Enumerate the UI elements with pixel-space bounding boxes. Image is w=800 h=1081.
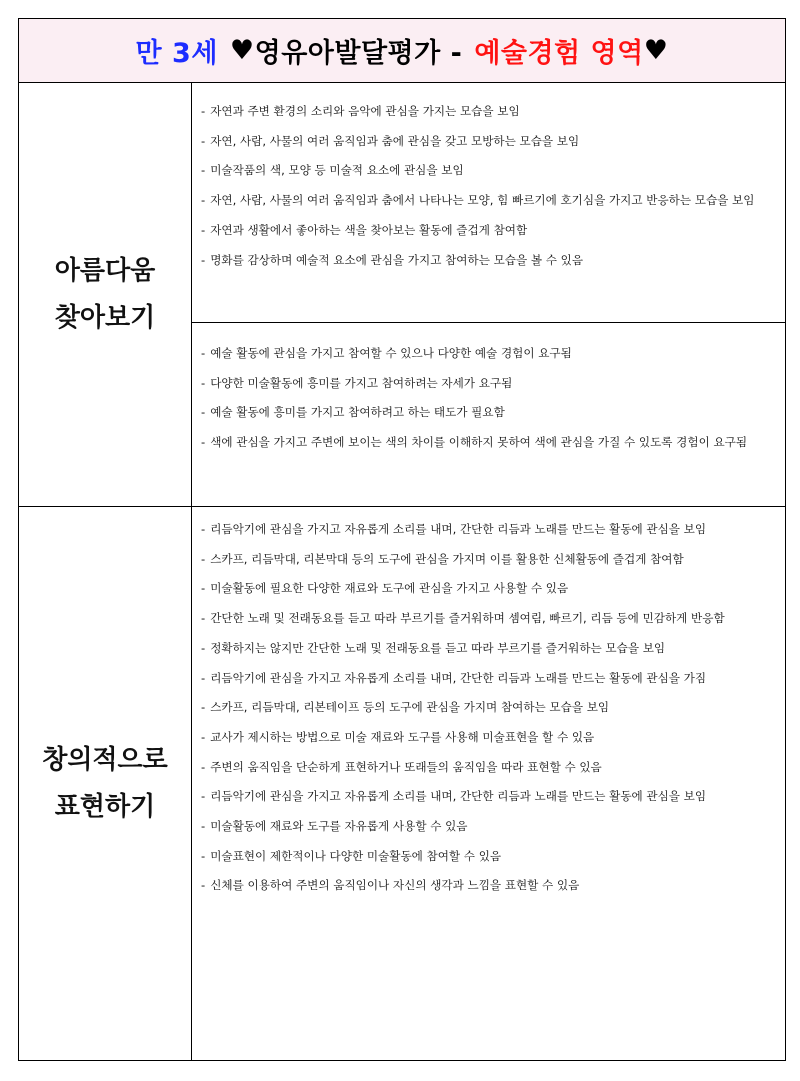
list-item: - 예술 활동에 관심을 가지고 참여할 수 있으나 다양한 예술 경험이 요구됨 [201, 346, 572, 360]
list-item: - 리듬악기에 관심을 가지고 자유롭게 소리를 내며, 간단한 리듬과 노래를 만드는 활동에 관심을 보임 [201, 522, 707, 536]
list-item: - 스카프, 리듬막대, 리본막대 등의 도구에 관심을 가지며 이를 활용한 신체활동에 즐겁게 참여함 [201, 551, 684, 566]
section-label-line: 창의적으로 [42, 744, 168, 775]
section-label-line: 찾아보기 [54, 302, 156, 333]
list-item: - 간단한 노래 및 전래동요를 듣고 따라 부르기를 즐거워하며 셈여림, 빠르기, 리듬 등에 민감하게 반응함 [201, 611, 725, 626]
heart-icon: ♥ [229, 35, 255, 66]
title-bar [19, 19, 785, 83]
section-label-line: 표현하기 [54, 791, 156, 822]
list-item: - 색에 관심을 가지고 주변에 보이는 색의 차이를 이해하지 못하여 색에 관심을 가질 수 있도록 경험이 요구됨 [201, 435, 748, 450]
section-label-line: 아름다움 [54, 255, 156, 286]
evaluation-table [18, 18, 786, 1061]
list-item: - 미술표현이 제한적이나 다양한 미술활동에 참여할 수 있음 [201, 848, 502, 863]
title-main: 영유아발달평가 - [254, 38, 463, 69]
list-item: - 자연, 사람, 사물의 여러 움직임과 춤에 관심을 갖고 모방하는 모습을 보임 [201, 133, 580, 148]
list-item: - 리듬악기에 관심을 가지고 자유롭게 소리를 내며, 간단한 리듬과 노래를 만드는 활동에 관심을 보임 [201, 789, 707, 804]
section-items [192, 83, 785, 506]
list-item: - 미술작품의 색, 모양 등 미술적 요소에 관심을 보임 [201, 163, 464, 178]
heart-icon: ♥ [643, 35, 669, 66]
list-item: - 자연과 주변 환경의 소리와 음악에 관심을 가지는 모습을 보임 [201, 104, 520, 118]
list-item: - 교사가 제시하는 방법으로 미술 재료와 도구를 사용해 미술표현을 할 수 있음 [201, 729, 595, 744]
item-block [192, 97, 785, 275]
list-item: - 정확하지는 않지만 간단한 노래 및 전래동요를 듣고 따라 부르기를 즐거워하는 모습을 보임 [201, 640, 666, 655]
list-item: - 스카프, 리듬막대, 리본테이프 등의 도구에 관심을 가지며 참여하는 모습을 보임 [201, 700, 610, 715]
section-label [19, 507, 192, 1060]
list-item: - 미술활동에 필요한 다양한 재료와 도구에 관심을 가지고 사용할 수 있음 [201, 581, 569, 596]
section-expression [19, 507, 785, 1060]
list-item: - 주변의 움직임을 단순하게 표현하거나 또래들의 움직임을 따라 표현할 수 있음 [201, 759, 602, 774]
section-items [192, 507, 785, 1060]
item-block [192, 322, 785, 458]
list-item: - 자연, 사람, 사물의 여러 움직임과 춤에서 나타나는 모양, 힘 빠르기에 호기심을 가지고 반응하는 모습을 보임 [201, 193, 755, 208]
list-item: - 예술 활동에 흥미를 가지고 참여하려고 하는 태도가 필요함 [201, 405, 505, 420]
list-item: - 신체를 이용하여 주변의 움직임이나 자신의 생각과 느낌을 표현할 수 있음 [201, 878, 580, 893]
list-item: - 리듬악기에 관심을 가지고 자유롭게 소리를 내며, 간단한 리듬과 노래를 만드는 활동에 관심을 가짐 [201, 670, 707, 685]
list-item: - 자연과 생활에서 좋아하는 색을 찾아보는 활동에 즐겁게 참여함 [201, 222, 528, 237]
title-area: 예술경험 영역 [474, 38, 644, 69]
list-item: - 다양한 미술활동에 흥미를 가지고 참여하려는 자세가 요구됨 [201, 375, 513, 390]
list-item: - 명화를 감상하며 예술적 요소에 관심을 가지고 참여하는 모습을 볼 수 있음 [201, 252, 584, 267]
item-block [192, 515, 785, 901]
list-item: - 미술활동에 재료와 도구를 자유롭게 사용할 수 있음 [201, 819, 468, 834]
title-age: 만 3세 [135, 38, 218, 69]
section-label [19, 83, 192, 506]
section-beauty [19, 83, 785, 507]
